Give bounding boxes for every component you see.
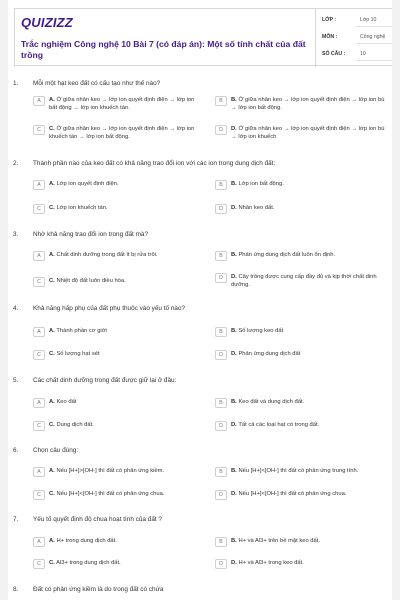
meta-count-label: SỐ CÂU :	[322, 51, 346, 57]
option-prefix: B.	[231, 181, 237, 187]
option-b[interactable]	[215, 537, 385, 547]
option-d[interactable]	[215, 421, 385, 431]
option-badge: A	[33, 467, 45, 477]
option-prefix: D.	[231, 274, 237, 280]
option-c[interactable]	[33, 204, 203, 214]
option-prefix: A.	[49, 97, 55, 103]
option-prefix: B.	[231, 468, 237, 474]
option-a[interactable]	[33, 251, 203, 261]
meta-box	[315, 9, 392, 67]
option-c[interactable]	[33, 125, 203, 141]
option-c[interactable]	[33, 277, 203, 287]
option-badge: C	[33, 125, 45, 135]
meta-count-value: 10	[360, 51, 366, 57]
option-prefix: A.	[49, 328, 55, 334]
option-prefix: C.	[49, 422, 55, 428]
option-prefix: D.	[231, 351, 237, 357]
option-badge: D	[215, 204, 227, 214]
option-badge: C	[33, 277, 45, 287]
quizizz-logo: QUIZIZZ	[21, 15, 73, 30]
meta-count-row	[316, 46, 392, 64]
option-c[interactable]	[33, 350, 203, 360]
question-number: 1.	[13, 80, 19, 87]
option-text: Ở giữa nhân keo → lớp ion quyết định điện → lớp ion bù → lớp ion bất động.	[231, 97, 385, 111]
option-badge: C	[33, 559, 45, 569]
question-number: 8.	[13, 586, 19, 593]
option-text: Nếu [H+]<[OH-] thì đất có phản ứng trung tính.	[238, 468, 359, 474]
option-prefix: B.	[231, 97, 237, 103]
option-text: H+ và Al3+ trong keo đất.	[238, 560, 304, 566]
question-number: 5.	[13, 377, 19, 384]
meta-subject-row	[316, 29, 392, 47]
question-number: 4.	[13, 305, 19, 312]
question-text: Các chất dinh dưỡng trong đất được giữ lại ở đâu:	[33, 377, 177, 384]
option-text: Lớp ion bất động.	[238, 181, 284, 187]
option-text: Ở giữa nhân keo → lớp ion quyết định điện → lớp ion khuếch tán → lớp ion bất động.	[49, 126, 195, 140]
question-text: Chọn câu đúng:	[33, 447, 79, 454]
option-text: Số lượng keo đất	[238, 328, 284, 334]
option-prefix: C.	[49, 351, 55, 357]
option-text: Keo đất	[56, 399, 77, 405]
option-b[interactable]	[215, 398, 385, 408]
option-d[interactable]	[215, 490, 385, 500]
option-badge: A	[33, 96, 45, 106]
option-a[interactable]	[33, 96, 203, 112]
option-text: Thành phần cơ giới	[56, 328, 107, 334]
option-text: Phản ứng dung dịch đất	[238, 351, 301, 357]
option-b[interactable]	[215, 180, 385, 190]
option-badge: D	[215, 273, 227, 283]
option-badge: B	[215, 537, 227, 547]
option-badge: B	[215, 96, 227, 106]
option-b[interactable]	[215, 96, 385, 112]
question-number: 7.	[13, 516, 19, 523]
question-number: 6.	[13, 447, 19, 454]
option-b[interactable]	[215, 467, 385, 477]
option-badge: D	[215, 559, 227, 569]
option-badge: B	[215, 327, 227, 337]
option-badge: C	[33, 490, 45, 500]
option-prefix: D.	[231, 205, 237, 211]
option-prefix: B.	[231, 328, 237, 334]
option-a[interactable]	[33, 537, 203, 547]
question-number: 2.	[13, 160, 19, 167]
option-prefix: B.	[231, 538, 237, 544]
option-text: H+ và Al3+ trên bề mặt keo đất.	[238, 538, 320, 544]
option-badge: A	[33, 327, 45, 337]
option-prefix: A.	[49, 538, 55, 544]
question-text: Thành phần nào của keo đất có khả năng trao đổi ion với các ion trong dung dịch đất:	[33, 160, 276, 167]
option-prefix: C.	[49, 126, 55, 132]
meta-subject-value: Công nghệ	[360, 34, 386, 40]
option-badge: A	[33, 398, 45, 408]
option-badge: C	[33, 350, 45, 360]
option-a[interactable]	[33, 398, 203, 408]
worksheet-title: Trắc nghiệm Công nghệ 10 Bài 7 (có đáp án): Một số tính chất của đất trồng	[21, 39, 306, 60]
option-prefix: A.	[49, 181, 55, 187]
option-text: Tất cả các loại hạt có trong đất.	[238, 422, 320, 428]
option-text: Nếu [H+]<[OH-] thì đất có phản ứng chua.	[238, 491, 347, 497]
option-prefix: A.	[49, 252, 55, 258]
meta-divider	[356, 26, 392, 27]
question-text: Mỗi một hạt keo đất có cấu tạo như thế nào?	[33, 80, 161, 87]
option-c[interactable]	[33, 559, 203, 569]
option-text: Ở giữa nhân keo → lớp ion quyết định điện → lớp ion bất động → lớp ion khuếch tán.	[49, 97, 195, 111]
option-c[interactable]	[33, 490, 203, 500]
option-badge: D	[215, 125, 227, 135]
option-text: Cây trồng được cung cấp đầy đủ và kịp thời chất dinh dưỡng.	[231, 274, 377, 288]
option-prefix: D.	[231, 560, 237, 566]
option-badge: B	[215, 398, 227, 408]
option-text: Nếu [H+]>[OH-] thì đất có phản ứng kiềm.	[56, 468, 165, 474]
option-prefix: D.	[231, 491, 237, 497]
option-d[interactable]	[215, 559, 385, 569]
option-text: H+ trong dung dịch đất.	[56, 538, 117, 544]
option-b[interactable]	[215, 327, 385, 337]
question-text: Nhờ khả năng trao đổi ion trong đất mà?	[33, 231, 149, 238]
option-prefix: A.	[49, 468, 55, 474]
option-badge: A	[33, 537, 45, 547]
option-badge: D	[215, 350, 227, 360]
option-text: Nếu [H+]<[OH-] thì đất có phản ứng chua.	[56, 491, 165, 497]
meta-subject-label: MÔN :	[322, 34, 338, 40]
option-b[interactable]	[215, 251, 385, 261]
option-prefix: B.	[231, 399, 237, 405]
option-text: Nhiệt độ đất luôn điều hòa.	[56, 278, 126, 284]
option-text: Phản ứng dung dịch đất luôn ổn định.	[238, 252, 336, 258]
option-d[interactable]	[215, 204, 385, 214]
option-prefix: C.	[49, 278, 55, 284]
option-prefix: C.	[49, 560, 55, 566]
option-text: Lớp ion quyết định điện.	[56, 181, 119, 187]
option-badge: C	[33, 421, 45, 431]
option-prefix: A.	[49, 399, 55, 405]
option-badge: B	[215, 251, 227, 261]
meta-divider	[356, 43, 392, 44]
option-badge: D	[215, 490, 227, 500]
option-text: Dung dịch đất.	[56, 422, 94, 428]
option-badge: C	[33, 204, 45, 214]
option-d[interactable]	[215, 350, 385, 360]
option-text: Ở giữa nhân keo → lớp ion quyết định điện → lớp ion bù → lớp ion khuếch	[231, 126, 385, 140]
worksheet-page	[8, 0, 392, 600]
option-text: Keo đất và dung dịch đất.	[238, 399, 305, 405]
option-text: Lớp ion khuếch tán.	[56, 205, 108, 211]
option-a[interactable]	[33, 467, 203, 477]
option-prefix: D.	[231, 126, 237, 132]
option-badge: A	[33, 180, 45, 190]
question-text: Khả năng hấp phụ của đất phụ thuộc vào yếu tố nào?	[33, 305, 186, 312]
option-prefix: C.	[49, 491, 55, 497]
worksheet-header	[14, 8, 392, 66]
option-c[interactable]	[33, 421, 203, 431]
option-d[interactable]	[215, 273, 385, 289]
option-d[interactable]	[215, 125, 385, 141]
meta-class-label: LỚP :	[322, 17, 337, 23]
question-text: Đất có phản ứng kiềm là do trong đất có chứa	[33, 586, 164, 593]
question-number: 3.	[13, 231, 19, 238]
option-text: Nhân keo đất.	[238, 205, 275, 211]
question-text: Yếu tố quyết định độ chua hoạt tính của đất ?	[33, 516, 162, 523]
option-badge: B	[215, 180, 227, 190]
option-prefix: B.	[231, 252, 237, 258]
meta-class-row	[316, 12, 392, 30]
option-a[interactable]	[33, 180, 203, 190]
option-prefix: C.	[49, 205, 55, 211]
meta-divider	[356, 60, 392, 61]
option-a[interactable]	[33, 327, 203, 337]
option-text: Chất dinh dưỡng trong đất ít bị rửa trôi.	[56, 252, 158, 258]
option-badge: D	[215, 421, 227, 431]
option-text: Số lượng hạt sét	[56, 351, 100, 357]
option-badge: A	[33, 251, 45, 261]
option-prefix: D.	[231, 422, 237, 428]
meta-class-value: Lớp 10	[360, 17, 377, 23]
option-text: Al3+ trong dung dịch đất.	[56, 560, 121, 566]
option-badge: B	[215, 467, 227, 477]
